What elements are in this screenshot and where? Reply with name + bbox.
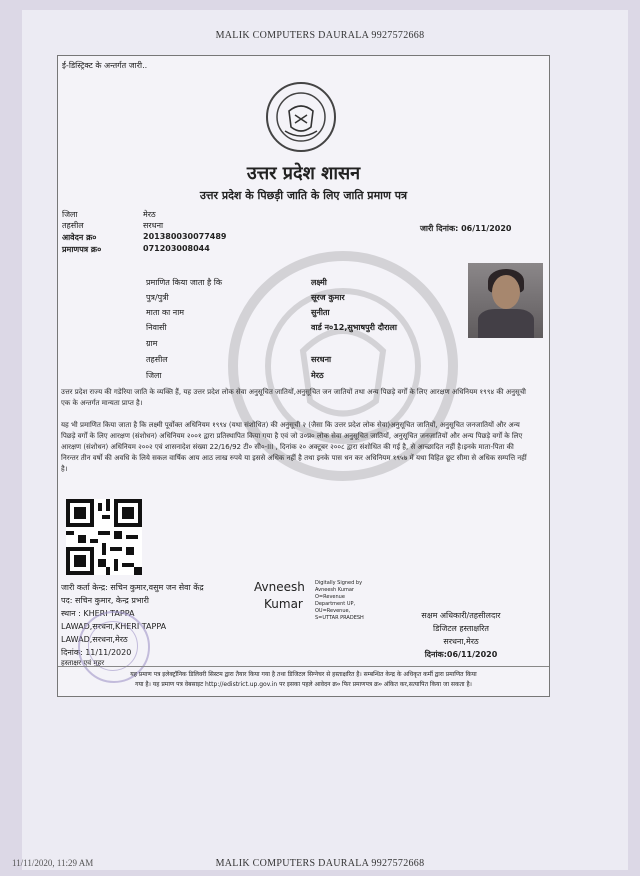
digital-sig-line: OU=Revenue, bbox=[315, 608, 351, 614]
detail-label-tehsil: तहसील bbox=[146, 355, 168, 364]
detail-value-district: मेरठ bbox=[311, 371, 324, 380]
field-value-certificate: 071203008044 bbox=[143, 244, 210, 253]
detail-label-child-of: पुत्र/पुत्री bbox=[146, 293, 169, 302]
cert-subtitle: उत्तर प्रदेश के पिछड़ी जाति के लिए जाति प्रमाण पत्र bbox=[199, 189, 408, 202]
digital-sig-line: Digitally Signed by bbox=[315, 580, 363, 586]
authority-title: सक्षम अधिकारी/तहसीलदार bbox=[421, 611, 501, 620]
detail-label-village: ग्राम bbox=[146, 339, 158, 348]
detail-value-address: वार्ड न०12,सुभाषपुरी दौराला bbox=[311, 323, 397, 332]
detail-value-tehsil: सरधना bbox=[311, 355, 332, 364]
shop-header: MALIK COMPUTERS DAURALA 9927572668 bbox=[215, 30, 425, 41]
issuer-post: पद: सचिन कुमार, केन्द्र प्रभारी bbox=[61, 596, 149, 605]
detail-label-resident: निवासी bbox=[146, 323, 167, 332]
signer-first-name: Avneesh bbox=[254, 580, 305, 594]
issuer-date: दिनांक: 11/11/2020 bbox=[61, 648, 132, 657]
signer-last-name: Kumar bbox=[264, 597, 303, 611]
detail-label-district: जिला bbox=[146, 371, 162, 380]
verification-note bbox=[58, 666, 549, 696]
signature-and-seal: हस्ताक्षर एवं मुहर bbox=[61, 659, 105, 667]
digital-sig-line: S=UTTAR PRADESH bbox=[315, 615, 364, 621]
print-timestamp: 11/11/2020, 11:29 AM bbox=[12, 858, 94, 868]
issued-under-note: ई-डिस्ट्रिक्ट के अन्तर्गत जारी.. bbox=[62, 61, 148, 70]
issue-date: जारी दिनांक: 06/11/2020 bbox=[420, 224, 512, 233]
detail-value-name: लक्ष्मी bbox=[311, 278, 327, 287]
authority-date: दिनांक:06/11/2020 bbox=[424, 650, 498, 659]
issuing-centre: जारी कर्ता केन्द्र: सचिन कुमार,वसुम जन सेवा केंद्र bbox=[61, 583, 204, 592]
digital-sig-line: Avneesh Kumar bbox=[315, 587, 354, 593]
issuer-place-line-3: LAWAD,सरधना,मेरठ bbox=[61, 635, 128, 644]
cert-title: उत्तर प्रदेश शासन bbox=[246, 163, 361, 184]
detail-label-mother: माता का नाम bbox=[146, 308, 185, 317]
field-value-application: 201380030077489 bbox=[143, 232, 227, 241]
verification-note-line: यह प्रमाण पत्र इलेक्ट्रॉनिक डिलिवरी सिस्टम द्वारा तैयार किया गया है तथा डिजिटल सिग्नेचर से हस्ताक्षरित है। सम्बन्धित केन्द्र के अधिकृत कर्मी द्वारा प्रमाणित किया bbox=[130, 671, 477, 678]
field-value-district: मेरठ bbox=[143, 210, 156, 219]
digital-signature-block bbox=[315, 580, 364, 622]
authority-digital: डिजिटल हस्ताक्षरित bbox=[433, 624, 489, 633]
issuer-place: स्थान : KHERI TAPPA bbox=[61, 609, 135, 618]
caste-statement: उत्तर प्रदेश राज्य की गडेरिया जाति के व्यक्ति हैं, यह उत्तर प्रदेश लोक सेवा अनुसूचित जातियों,अनुसूचित जन जातियों तथा अन्य पिछड़े वर्गों के लिए आरक्षण अधिनियम १९९४ की अनुसूची एक के अन्तर्गत मान्यता प्राप्त है। bbox=[61, 388, 526, 407]
field-value-tehsil: सरधना bbox=[143, 221, 164, 230]
field-label-tehsil: तहसील bbox=[62, 221, 84, 230]
up-emblem-icon bbox=[265, 81, 337, 153]
detail-label-certified: प्रमाणित किया जाता है कि bbox=[146, 278, 223, 287]
field-label-district: जिला bbox=[62, 210, 78, 219]
detail-value-father: सूरज कुमार bbox=[311, 293, 345, 302]
income-statement: यह भी प्रमाणित किया जाता है कि लक्ष्मी पूर्वोक्त अधिनियम १९९४ (यथा संशोधित) की अनुसूची २ (जैसा कि उत्तर प्रदेश लोक सेवा)अनुसूचित जातियों, अनुसूचित जनजातियों और अन्य पिछड़े वर्गों के लिए आरक्षण (संशोधन) अधिनियम २००१ द्वारा प्रतिस्थापित किया गया है एवं जो उ०प्र० लोक सेवा अनुसूचित जातियों, अनुसूचित जनजातियों और अन्य पिछड़े वर्गों के लिए आरक्षण (संशोधन) अधिनियम २००२ एवं शासनादेश संख्या 22/16/92 टी० सी०-III , दिनांक २० अक्टूबर २००८ द्वारा संशोधित की गई है, से आच्छादित नहीं है।इनके माता-पिता की निरन्तर तीन वर्षो की अवधि के लिये सकल वार्षिक आय आठ लाख रुपये या इससे अधिक नहीं है तथा इनके पास धन कर अधिनियम १९५७ में यथा विहित छूट सीमा से अधिक सम्पत्ति नहीं है। bbox=[61, 421, 527, 473]
authority-place: सरधना,मेरठ bbox=[443, 637, 479, 646]
digital-sig-line: Department UP, bbox=[315, 601, 356, 607]
caste-certificate bbox=[57, 55, 550, 697]
digital-sig-line: O=Revenue bbox=[315, 594, 345, 600]
applicant-photo bbox=[468, 263, 543, 338]
verification-note-line: गया है। यह प्रमाण पत्र वेबसाइट http://edistrict.up.gov.in पर इसका पहले आवेदन क्र० फिर प्रमाणपत्र क्र० अंकित कर,सत्यापित किया जा सकता है। bbox=[135, 681, 472, 688]
shop-footer: MALIK COMPUTERS DAURALA 9927572668 bbox=[215, 858, 425, 869]
field-label-application: आवेदन क्र० bbox=[62, 233, 97, 242]
detail-value-mother: सुनीता bbox=[311, 308, 330, 317]
field-label-certificate: प्रमाणपत्र क्र० bbox=[62, 245, 102, 254]
qr-code-icon bbox=[66, 499, 142, 575]
issuer-place-line-2: LAWAD,सरधना,KHERI TAPPA bbox=[61, 622, 167, 631]
